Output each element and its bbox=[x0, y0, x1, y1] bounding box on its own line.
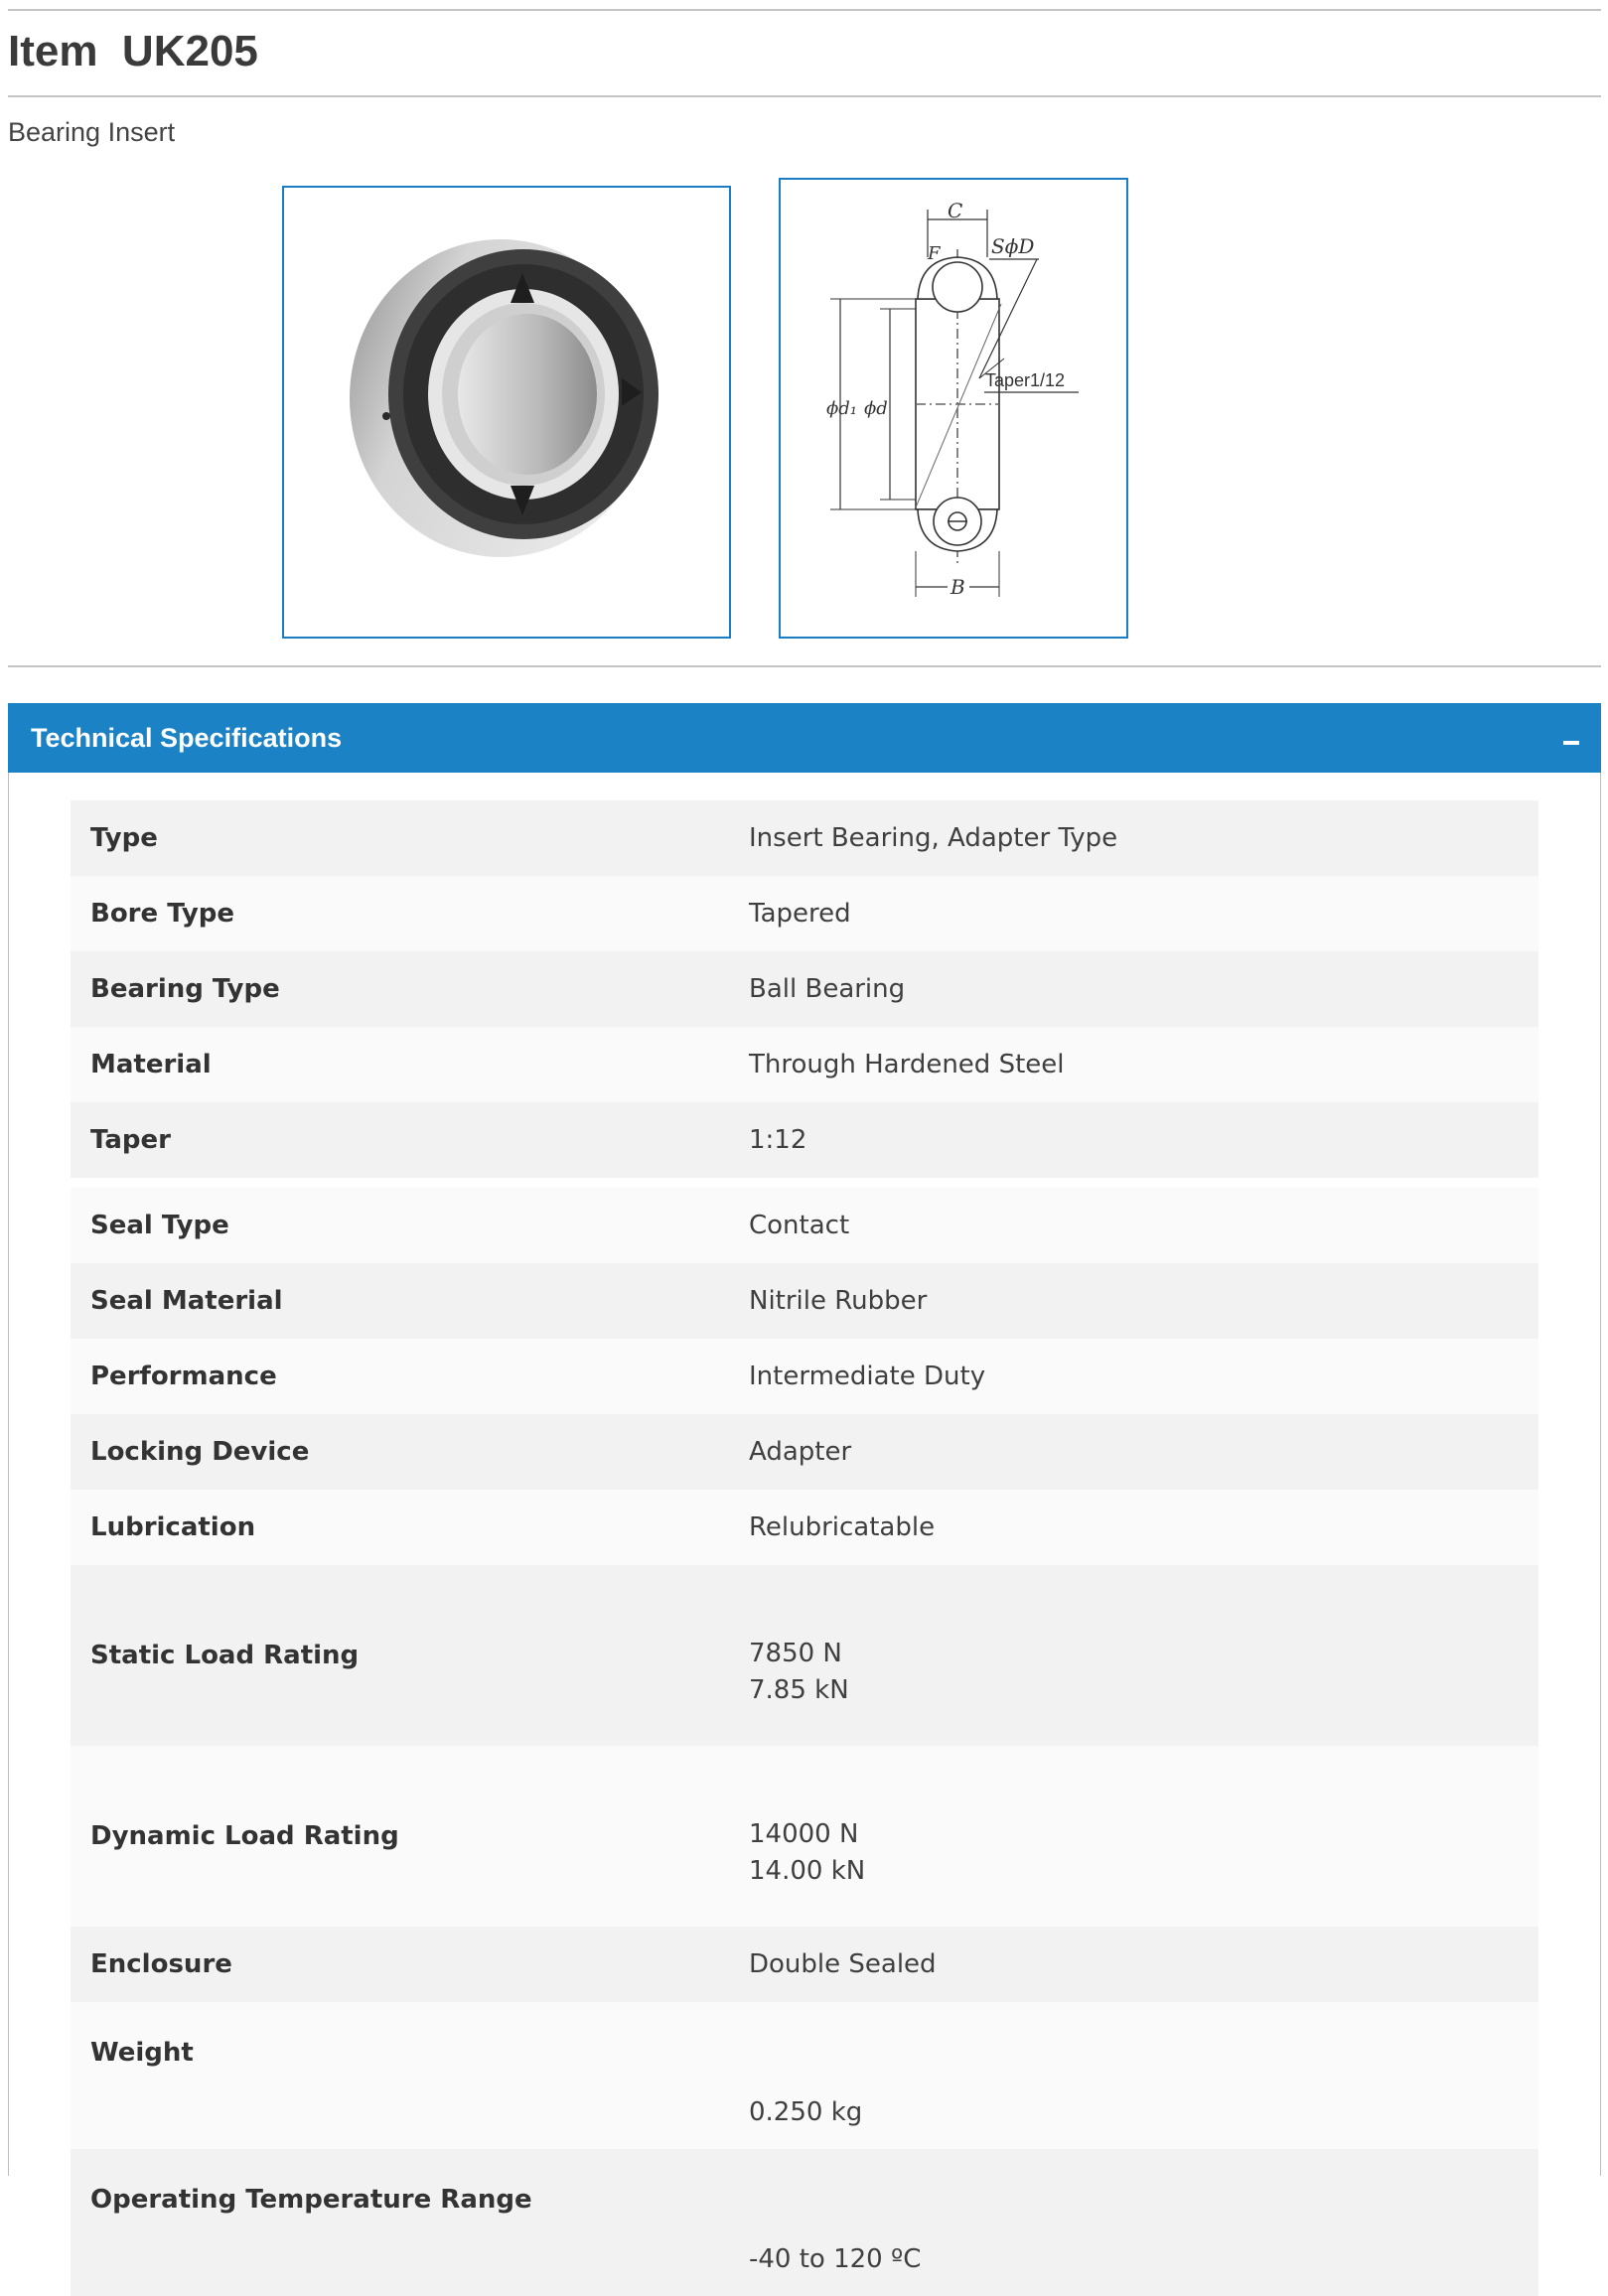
bearing-drawing[interactable] bbox=[779, 178, 1128, 639]
table-row bbox=[71, 1565, 1538, 1746]
specs-heading: Technical Specifications bbox=[31, 723, 343, 753]
spec-value bbox=[729, 1746, 1538, 1927]
dim-f-label: F bbox=[928, 243, 941, 264]
spec-label: Performance bbox=[71, 1339, 729, 1414]
spec-value-line: 14.00 kN bbox=[749, 1856, 866, 1886]
page-title: Item UK205 bbox=[8, 27, 258, 75]
table-row bbox=[71, 1339, 1538, 1414]
bearing-photo[interactable] bbox=[282, 186, 731, 639]
spec-value-line: 7850 N bbox=[749, 1639, 842, 1668]
spec-label: Bore Type bbox=[71, 876, 729, 951]
spec-label: Type bbox=[71, 800, 729, 876]
spec-label: Bearing Type bbox=[71, 951, 729, 1027]
table-row bbox=[71, 1027, 1538, 1102]
spec-value: Ball Bearing bbox=[729, 951, 1538, 1027]
table-row bbox=[71, 1414, 1538, 1490]
spec-value: Adapter bbox=[729, 1414, 1538, 1490]
specs-panel-header[interactable] bbox=[8, 703, 1601, 773]
spec-value: Through Hardened Steel bbox=[729, 1027, 1538, 1102]
table-row bbox=[71, 1746, 1538, 1927]
dim-b-label: B bbox=[950, 575, 965, 599]
table-row bbox=[71, 800, 1538, 876]
spec-value: Double Sealed bbox=[729, 1927, 1538, 2002]
bearing-dimension-drawing-icon bbox=[781, 180, 1126, 637]
spec-label: Seal Type bbox=[71, 1183, 729, 1263]
spec-value: 0.250 kg bbox=[729, 2002, 1538, 2149]
minus-icon[interactable] bbox=[1563, 741, 1579, 745]
spec-value: Insert Bearing, Adapter Type bbox=[729, 800, 1538, 876]
spec-value: Contact bbox=[729, 1183, 1538, 1263]
bearing-insert-photo-icon bbox=[284, 188, 729, 637]
taper-label: Taper1/12 bbox=[985, 370, 1066, 390]
table-row bbox=[71, 1102, 1538, 1183]
spec-value: Intermediate Duty bbox=[729, 1339, 1538, 1414]
spec-label: Dynamic Load Rating bbox=[71, 1746, 729, 1927]
title-divider bbox=[8, 95, 1601, 97]
spec-value: Tapered bbox=[729, 876, 1538, 951]
spec-label: Operating Temperature Range bbox=[71, 2149, 729, 2296]
dim-sd-label: SϕD bbox=[991, 234, 1035, 258]
table-row bbox=[71, 876, 1538, 951]
images-divider bbox=[8, 665, 1601, 667]
top-divider bbox=[8, 9, 1601, 11]
dim-d-label: ϕd bbox=[864, 398, 888, 419]
table-row bbox=[71, 1490, 1538, 1565]
spec-value: 1:12 bbox=[729, 1102, 1538, 1183]
spec-value: Nitrile Rubber bbox=[729, 1263, 1538, 1339]
spec-label: Static Load Rating bbox=[71, 1565, 729, 1746]
table-row bbox=[71, 951, 1538, 1027]
spec-value: -40 to 120 ºC bbox=[729, 2149, 1538, 2296]
table-row bbox=[71, 2002, 1538, 2149]
spec-value bbox=[729, 1565, 1538, 1746]
spec-label: Enclosure bbox=[71, 1927, 729, 2002]
spec-label: Seal Material bbox=[71, 1263, 729, 1339]
spec-label: Lubrication bbox=[71, 1490, 729, 1565]
spec-value-line: 14000 N bbox=[749, 1819, 859, 1849]
spec-value: Relubricatable bbox=[729, 1490, 1538, 1565]
spec-label: Taper bbox=[71, 1102, 729, 1183]
spec-label: Weight bbox=[71, 2002, 729, 2149]
table-row bbox=[71, 1263, 1538, 1339]
page-subtitle: Bearing Insert bbox=[8, 117, 176, 147]
dim-d1-label: ϕd₁ bbox=[826, 398, 858, 419]
specs-table bbox=[71, 800, 1538, 2296]
table-row bbox=[71, 1183, 1538, 1263]
spec-value-line: 7.85 kN bbox=[749, 1675, 849, 1705]
dim-c-label: C bbox=[948, 199, 963, 222]
spec-label: Locking Device bbox=[71, 1414, 729, 1490]
spec-label: Material bbox=[71, 1027, 729, 1102]
table-row bbox=[71, 1927, 1538, 2002]
table-row bbox=[71, 2149, 1538, 2296]
